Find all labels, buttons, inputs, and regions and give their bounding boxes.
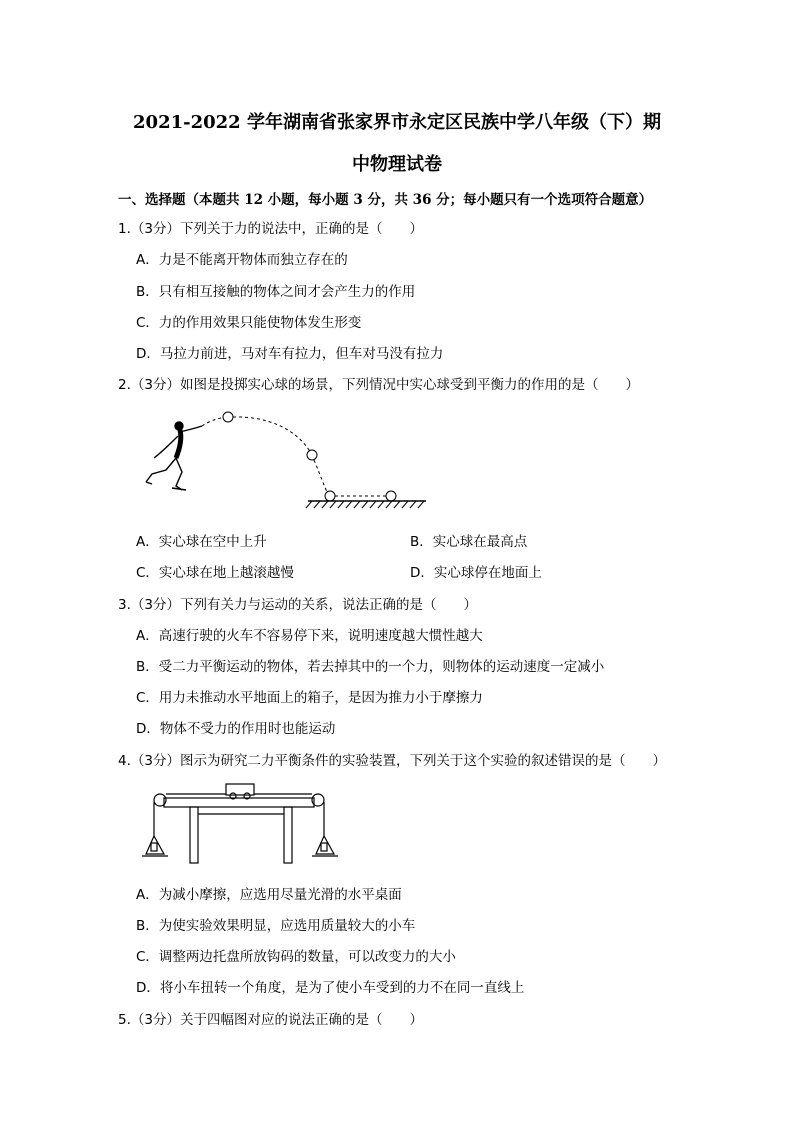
question-4-option-b: B．为使实验效果明显，应选用质量较大的小车	[136, 918, 416, 934]
question-1-option-a: A．力是不能离开物体而独立存在的	[136, 252, 348, 268]
question-2-stem: 2.（3分）如图是投掷实心球的场景，下列情况中实心球受到平衡力的作用的是（ ）	[118, 377, 639, 393]
question-3-option-c: C．用力未推动水平地面上的箱子，是因为推力小于摩擦力	[136, 690, 483, 706]
shot-put-figure	[136, 408, 436, 513]
question-1-stem: 1.（3分）下列关于力的说法中，正确的是（ ）	[118, 221, 423, 237]
page-title-line1: 2021-2022 学年湖南省张家界市永定区民族中学八年级（下）期	[133, 112, 661, 133]
question-2-option-a: A．实心球在空中上升	[136, 534, 267, 550]
question-2-option-c: C．实心球在地上越滚越慢	[136, 565, 294, 581]
question-4-option-d: D．将小车扭转一个角度，是为了使小车受到的力不在同一直线上	[136, 980, 525, 996]
question-4-option-c: C．调整两边托盘所放钩码的数量，可以改变力的大小	[136, 949, 456, 965]
question-2-option-b: B．实心球在最高点	[410, 534, 528, 550]
question-3-option-d: D．物体不受力的作用时也能运动	[136, 721, 336, 737]
question-1-option-b: B．只有相互接触的物体之间才会产生力的作用	[136, 284, 416, 300]
page-title-line2: 中物理试卷	[352, 154, 442, 175]
question-5-stem: 5.（3分）关于四幅图对应的说法正确的是（ ）	[118, 1012, 423, 1028]
section-heading: 一、选择题（本题共 12 小题，每小题 3 分，共 36 分；每小题只有一个选项符合题意）	[118, 192, 653, 208]
question-1-option-d: D．马拉力前进，马对车有拉力，但车对马没有拉力	[136, 346, 444, 362]
question-3-option-a: A．高速行驶的火车不容易停下来，说明速度越大惯性越大	[136, 628, 483, 644]
question-4-option-a: A．为减小摩擦，应选用尽量光滑的水平桌面	[136, 887, 402, 903]
question-4-stem: 4.（3分）图示为研究二力平衡条件的实验装置，下列关于这个实验的叙述错误的是（ ）	[118, 753, 666, 769]
question-1-option-c: C．力的作用效果只能使物体发生形变	[136, 315, 362, 331]
equilibrium-apparatus-figure	[140, 780, 340, 868]
question-2-option-d: D．实心球停在地面上	[410, 565, 542, 581]
question-3-stem: 3.（3分）下列有关力与运动的关系，说法正确的是（ ）	[118, 597, 477, 613]
question-3-option-b: B．受二力平衡运动的物体，若去掉其中的一个力，则物体的运动速度一定减小	[136, 659, 605, 675]
